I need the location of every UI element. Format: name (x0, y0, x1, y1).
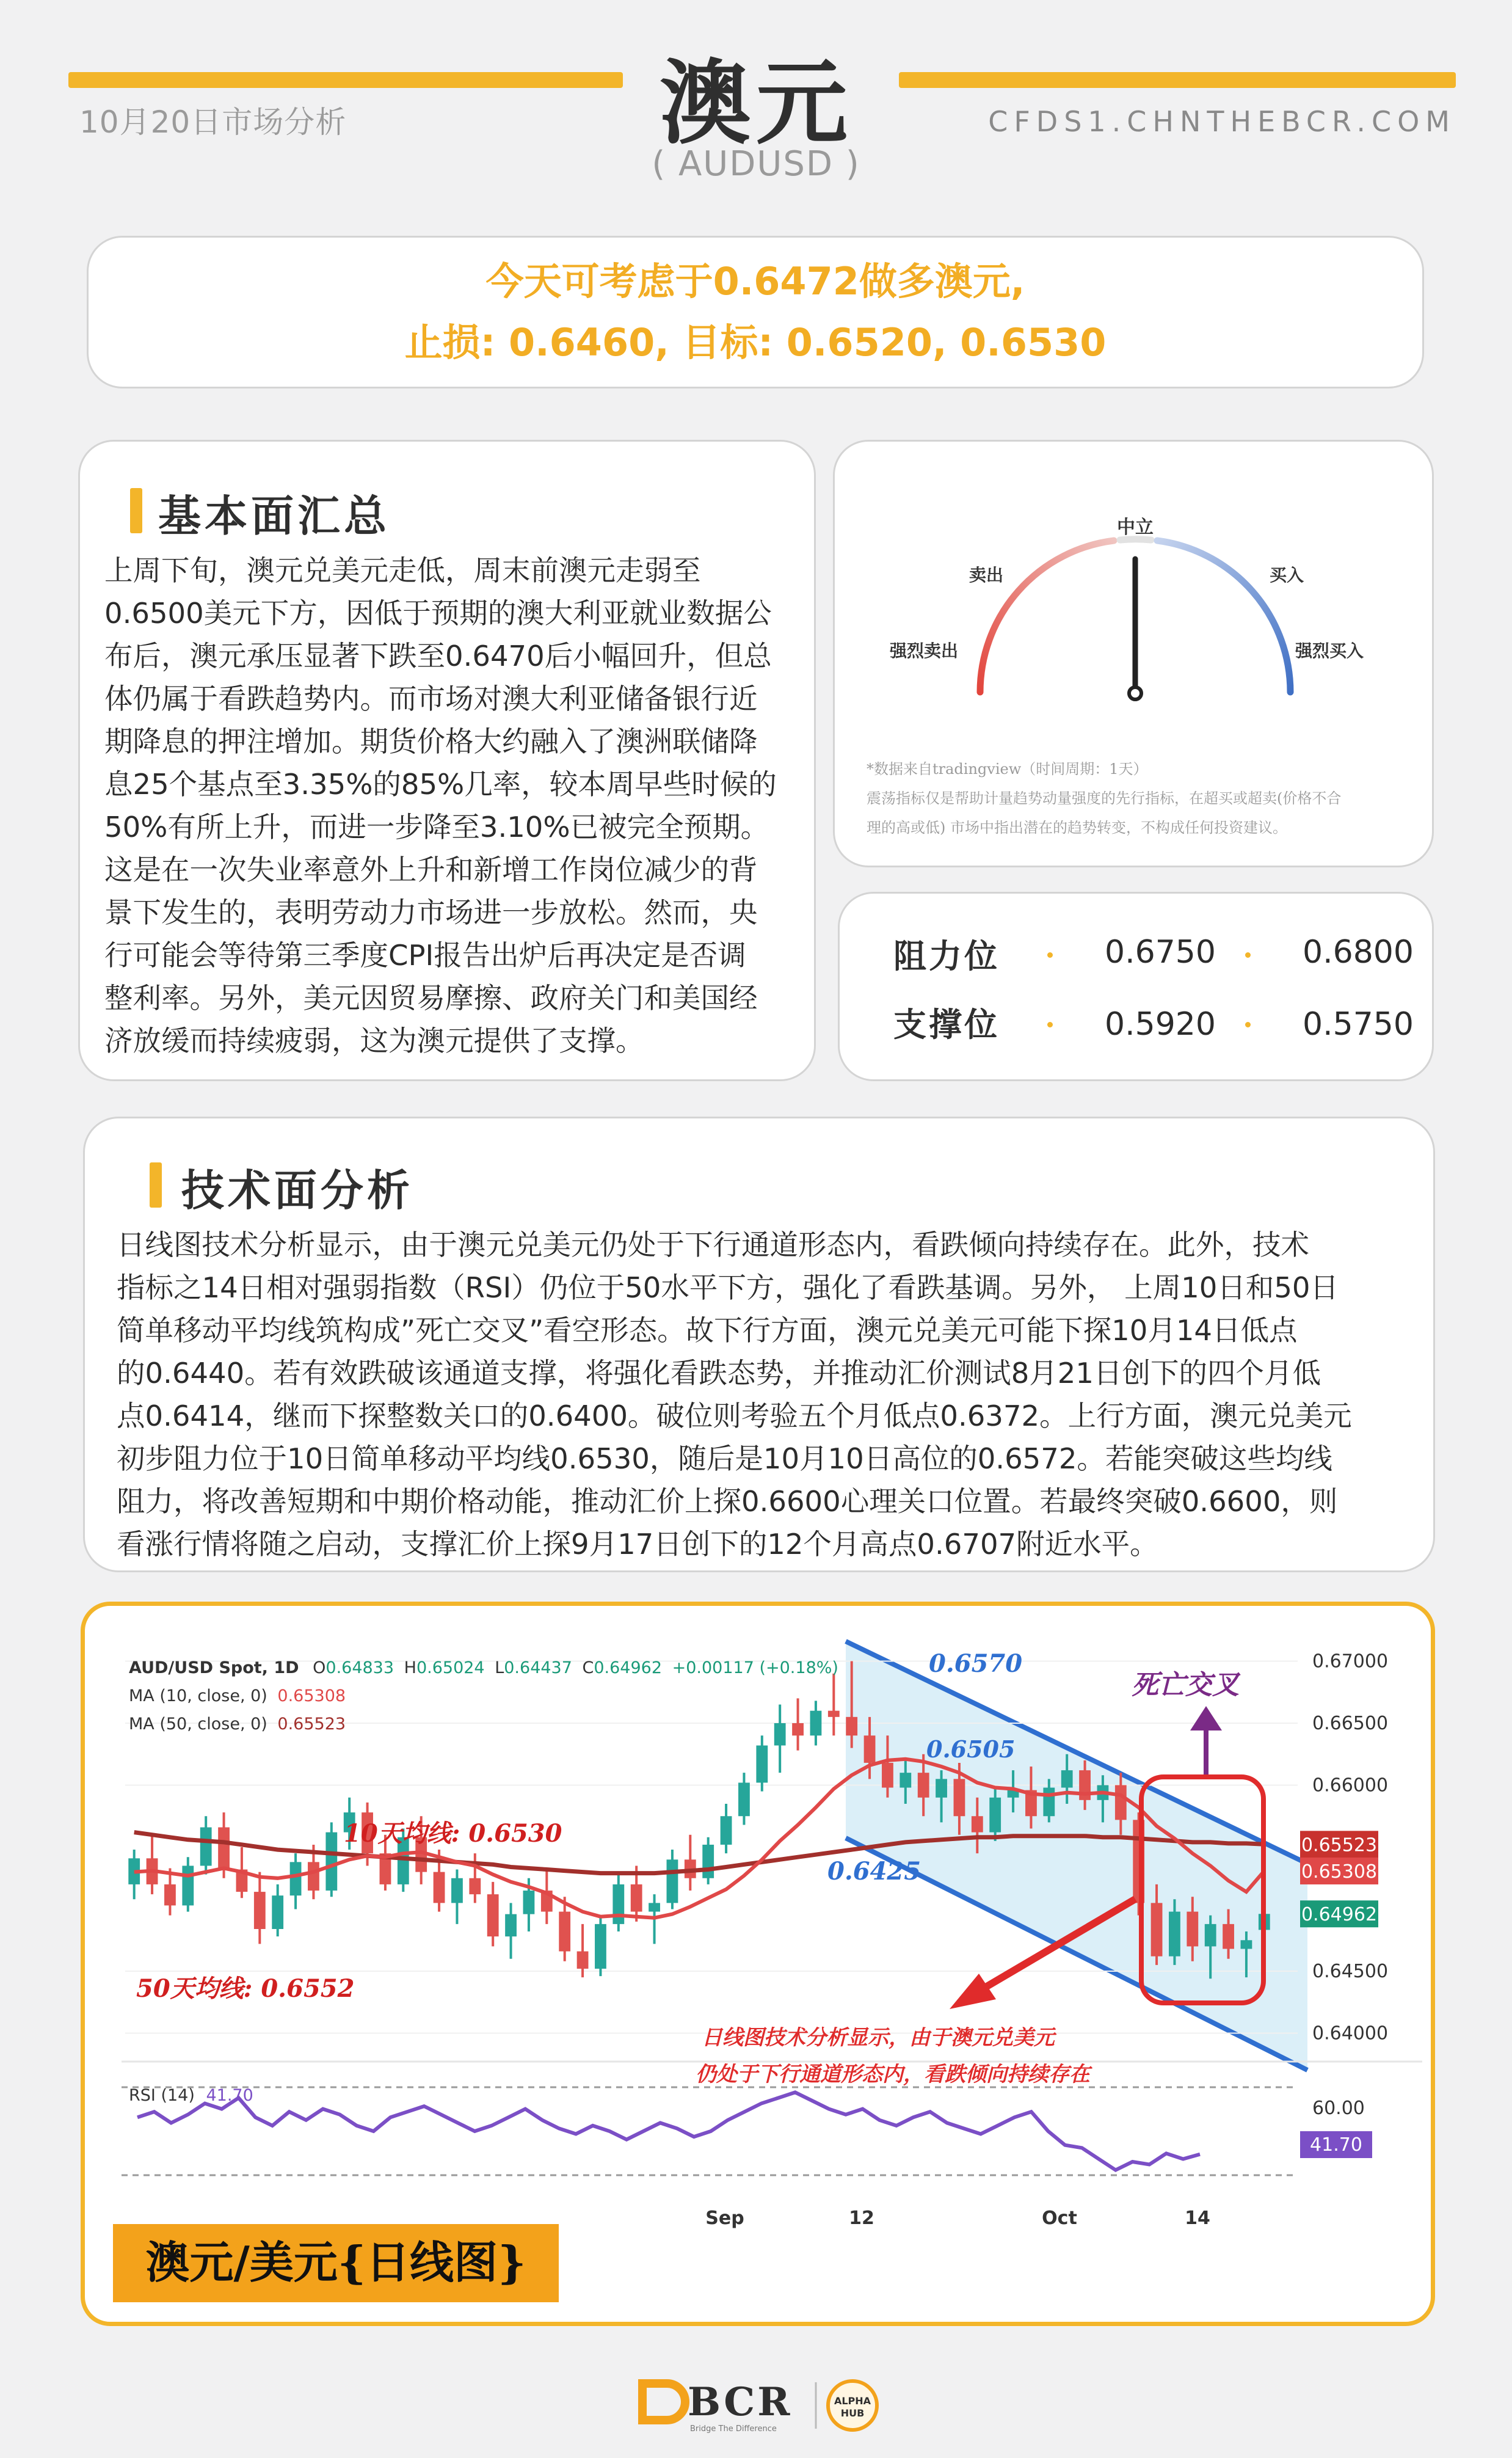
candle-body (1241, 1940, 1252, 1949)
fundamentals-line: 整利率。另外，美元因贸易摩擦、政府关门和美国经 (104, 982, 758, 1015)
candle-body (200, 1828, 212, 1866)
bullet (1245, 1022, 1251, 1027)
sentiment-gauge-card (833, 440, 1434, 867)
candle-body (810, 1711, 822, 1736)
candle-body (308, 1862, 319, 1891)
signal-line-2: 止损: 0.6460, 目标: 0.6520, 0.6530 (404, 320, 1107, 365)
legend-close-label: C (582, 1658, 594, 1677)
gauge-note-line: 理的高或低) 市场中指出潜在的趋势转变，不构成任何投资建议。 (867, 819, 1287, 836)
gauge-arc-buy (1157, 541, 1290, 692)
candle-body (1061, 1770, 1073, 1787)
candle-body (1187, 1912, 1198, 1947)
y-tick-label: 0.64000 (1312, 2022, 1389, 2044)
annot-channel-top: 0.6570 (929, 1649, 1023, 1678)
candle-body (738, 1782, 750, 1816)
bullet (1047, 1022, 1053, 1027)
bullet (1047, 952, 1053, 958)
candle-body (756, 1746, 768, 1783)
gauge-label-neutral: 中立 (1117, 517, 1154, 538)
technical-line: 指标之14日相对强弱指数（RSI）仍位于50水平下方，强化了看跌基调。另外， 上周10日和50日 (117, 1271, 1339, 1304)
rsi-value: 41.70 (206, 2086, 253, 2105)
candle-body (218, 1828, 230, 1870)
technical-title: 技术面分析 (181, 1165, 413, 1216)
technical-line: 简单移动平均线筑构成”死亡交叉”看空形态。故下行方面，澳元兑美元可能下探10月14日低点 (117, 1314, 1298, 1347)
support-1: 0.5920 (1105, 1006, 1216, 1043)
resistance-label: 阻力位 (893, 937, 1000, 976)
candle-body (1151, 1903, 1163, 1956)
technical-card (83, 1117, 1435, 1572)
candle-body (612, 1884, 624, 1924)
legend-close: 0.64962 (594, 1658, 663, 1677)
candle-body (792, 1723, 804, 1735)
y-tick-label: 0.67000 (1312, 1650, 1389, 1672)
price-tag: 0.64962 (1301, 1904, 1378, 1926)
fundamentals-line: 行可能会等待第三季度CPI报告出炉后再决定是否调 (104, 939, 746, 972)
legend-ma50-value: 0.65523 (277, 1715, 346, 1734)
candle-body (989, 1798, 1001, 1833)
annot-ma10: 10天均线: 0.6530 (344, 1819, 562, 1848)
legend-open: 0.64833 (325, 1658, 394, 1677)
gauge-arc-neutral (1120, 539, 1151, 540)
annot-comment-2: 仍处于下行通道形态内，看跌倾向持续存在 (696, 2062, 1090, 2087)
candle-body (559, 1912, 570, 1952)
fundamentals-line: 景下发生的，表明劳动力市场进一步放松。然而，央 (104, 896, 758, 929)
fundamentals-line: 体仍属于看跌趋势内。而市场对澳大利亚储备银行近 (104, 682, 758, 715)
candle-body (721, 1816, 732, 1845)
x-tick-12: 12 (849, 2208, 874, 2229)
gauge-note-line: 震荡指标仅是帮助计量趋势动量强度的先行指标，在超买或超卖(价格不合 (867, 790, 1342, 807)
legend-low: 0.64437 (504, 1658, 572, 1677)
candle-body (1115, 1785, 1127, 1820)
fundamentals-line: 布后，澳元承压显著下跌至0.6470后小幅回升，但总 (104, 640, 772, 673)
candle-body (1043, 1788, 1055, 1817)
candle-body (434, 1872, 445, 1903)
chart-legend (129, 1658, 838, 1734)
candle-body (272, 1895, 283, 1929)
candle-body (972, 1816, 983, 1832)
candle-body (702, 1845, 714, 1878)
footer-logo (633, 2368, 901, 2443)
legend-low-label: L (495, 1658, 504, 1677)
resistance-2: 0.6800 (1303, 934, 1414, 971)
annot-channel-low: 0.6425 (827, 1857, 921, 1886)
page-subtitle: ( AUDUSD ) (652, 144, 860, 184)
support-label: 支撑位 (893, 1005, 1000, 1044)
logo-text: BCR (688, 2379, 793, 2425)
fundamentals-card (78, 440, 816, 1081)
candle-body (649, 1903, 660, 1911)
annot-ma50: 50天均线: 0.6552 (136, 1974, 355, 2003)
gauge-pivot (1129, 687, 1141, 699)
rsi-value-tag: 41.70 (1310, 2134, 1362, 2156)
hub-top: ALPHA (834, 2395, 871, 2407)
rsi-tick-60: 60.00 (1312, 2098, 1365, 2119)
candle-body (864, 1735, 876, 1763)
technical-line: 阻力，将改善短期和中期价格动能，推动汇价上探0.6600心理关口位置。若最终突破0.6600，则 (117, 1485, 1338, 1518)
gauge-label-strong-sell: 强烈卖出 (889, 641, 959, 661)
x-tick-sep: Sep (705, 2208, 744, 2229)
fundamentals-line: 息25个基点至3.35%的85%几率，较本周早些时候的 (104, 768, 777, 801)
fundamentals-line: 期降息的押注增加。期货价格大约融入了澳洲联储降 (104, 725, 758, 758)
technical-text (117, 1224, 1411, 1566)
svg-text:RSI (14) 41.70 (129, 2086, 253, 2105)
levels-card (838, 892, 1434, 1081)
legend-open-label: O (313, 1658, 326, 1677)
candle-body (523, 1891, 535, 1914)
comment-arrowhead (950, 1974, 996, 2009)
legend-ma10-label: MA (10, close, 0) (129, 1687, 267, 1705)
fundamentals-title: 基本面汇总 (158, 491, 390, 541)
candle-body (1205, 1924, 1216, 1947)
candle-body (828, 1711, 840, 1717)
candle-body (631, 1884, 642, 1912)
logo-tagline: Bridge The Difference (690, 2424, 777, 2434)
candle-body (774, 1723, 786, 1746)
svg-text:MA (10, close, 0) 0.65 (129, 1687, 346, 1705)
candle-body (325, 1833, 337, 1891)
page-title: 澳元 (659, 51, 852, 157)
hub-bottom: HUB (840, 2407, 865, 2419)
gauge-label-sell: 卖出 (969, 565, 1004, 585)
signal-line-1: 今天可考虑于0.6472做多澳元, (485, 259, 1025, 304)
candle-body (182, 1865, 194, 1905)
gauge-label-strong-buy: 强烈买入 (1295, 641, 1364, 661)
technical-line: 的0.6440。若有效跌破该通道支撑，将强化看跌态势，并推动汇价测试8月21日创下的四个月低 (117, 1357, 1321, 1390)
death-cross-arrowhead (1190, 1706, 1222, 1730)
candle-body (900, 1773, 911, 1787)
resistance-1: 0.6750 (1105, 934, 1216, 971)
fundamentals-line: 上周下旬，澳元兑美元走低，周末前澳元走弱至 (104, 554, 701, 587)
candle-body (164, 1884, 176, 1906)
audusd-daily-chart[interactable] (85, 1606, 1431, 2322)
trade-signal-card (87, 236, 1424, 388)
candle-body (451, 1878, 463, 1903)
candle-body (918, 1773, 929, 1798)
legend-high-label: H (404, 1658, 416, 1677)
bcr-mark-icon (642, 2383, 685, 2420)
candle-body (882, 1763, 893, 1788)
legend-symbol: AUD/USD Spot, 1D (129, 1658, 299, 1677)
candle-body (505, 1914, 517, 1937)
downtrend-channel (846, 1641, 1307, 2070)
svg-text:AUD/USD Spot, 1D O0.64 (129, 1658, 838, 1677)
bcr-logo (633, 2368, 901, 2441)
rsi-line (137, 2092, 1200, 2170)
annot-comment-1: 日线图技术分析显示，由于澳元兑美元 (702, 2026, 1055, 2050)
bullet (1245, 952, 1251, 958)
svg-text:MA (50, close, 0) 0.65 (129, 1715, 346, 1734)
gauge-label-buy: 买入 (1269, 565, 1304, 585)
x-tick-oct: Oct (1042, 2208, 1077, 2229)
gauge-arc-sell (980, 541, 1114, 692)
candle-body (667, 1859, 678, 1903)
candle-body (254, 1892, 266, 1929)
technical-line: 初步阻力位于10日简单移动平均线0.6530，随后是10月10日高位的0.6572。若能突破这些均线 (117, 1442, 1332, 1475)
sentiment-gauge (835, 442, 1436, 747)
rsi-label: RSI (14) (129, 2086, 195, 2105)
fundamentals-text (104, 549, 794, 1062)
candle-body (290, 1862, 302, 1895)
site-url[interactable]: CFDS1.CHNTHEBCR.COM (988, 105, 1456, 138)
candle-body (954, 1779, 965, 1816)
section-marker (130, 488, 142, 533)
legend-ma50-label: MA (50, close, 0) (129, 1715, 267, 1734)
candle-body (487, 1894, 499, 1936)
annot-mid-high: 0.6505 (926, 1735, 1016, 1763)
technical-line: 看涨行情将随之启动，支撑汇价上探9月17日创下的12个月高点0.6707附近水平。 (117, 1528, 1158, 1561)
fundamentals-line: 济放缓而持续疲弱，这为澳元提供了支撑。 (104, 1024, 644, 1057)
x-tick-14: 14 (1185, 2208, 1210, 2229)
chart-card (81, 1602, 1435, 2326)
chart-badge: 澳元/美元{日线图} (145, 2236, 526, 2288)
report-date: 10月20日市场分析 (79, 104, 347, 140)
candle-body (1223, 1924, 1234, 1949)
candle-body (936, 1779, 947, 1797)
y-tick-label: 0.64500 (1312, 1961, 1389, 1983)
gauge-footnote (867, 754, 1416, 842)
fundamentals-line: 这是在一次失业率意外上升和新增工作岗位减少的背 (104, 853, 758, 886)
price-tag: 0.65308 (1301, 1861, 1378, 1883)
gauge-note-line: *数据来自tradingview（时间周期：1天） (867, 760, 1148, 778)
legend-change: +0.00117 (+0.18%) (672, 1658, 838, 1677)
candle-body (1169, 1912, 1180, 1957)
annot-death-cross: 死亡交叉 (1132, 1669, 1239, 1701)
candle-body (577, 1952, 589, 1969)
y-tick-label: 0.66500 (1312, 1712, 1389, 1734)
candle-body (469, 1878, 481, 1894)
price-tag: 0.65523 (1301, 1834, 1378, 1856)
technical-line: 点0.6414，继而下探整数关口的0.6400。破位则考验五个月低点0.6372。上行方面，澳元兑美元 (117, 1399, 1352, 1432)
legend-high: 0.65024 (416, 1658, 485, 1677)
section-marker (150, 1162, 162, 1208)
fundamentals-line: 0.6500美元下方，因低于预期的澳大利亚就业数据公 (104, 597, 772, 630)
support-2: 0.5750 (1303, 1006, 1414, 1043)
fundamentals-line: 50%有所上升，而进一步降至3.10%已被完全预期。 (104, 811, 769, 844)
candle-body (595, 1924, 606, 1969)
y-tick-label: 0.66000 (1312, 1774, 1389, 1796)
legend-ma10-value: 0.65308 (277, 1687, 346, 1705)
technical-line: 日线图技术分析显示，由于澳元兑美元仍处于下行通道形态内，看跌倾向持续存在。此外，技术 (117, 1228, 1309, 1261)
candle-body (846, 1717, 857, 1735)
